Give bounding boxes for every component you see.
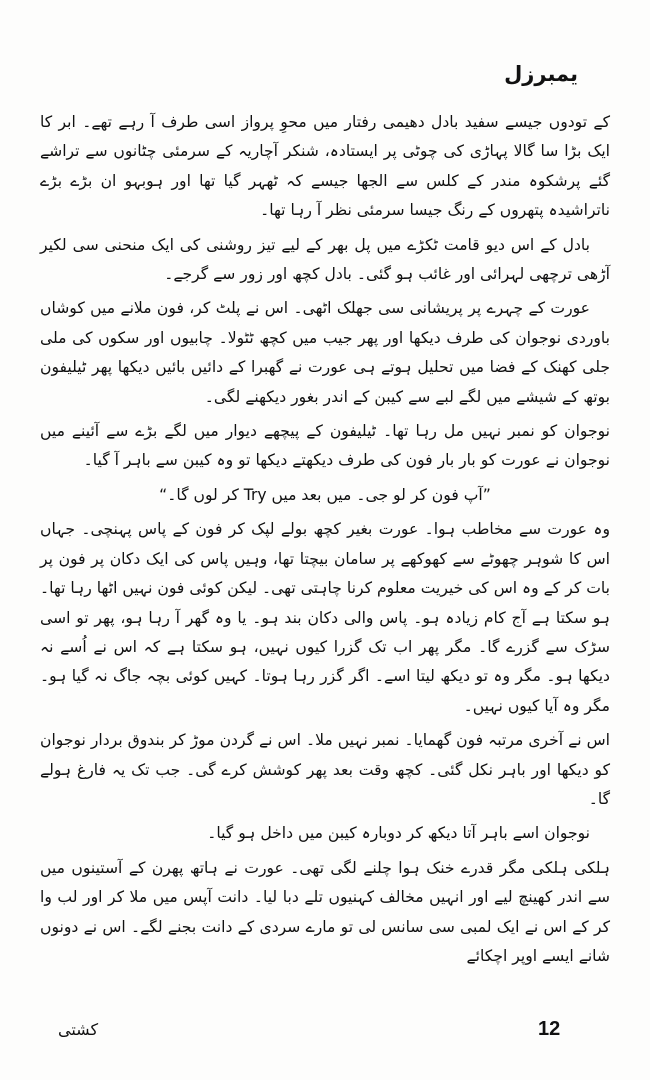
paragraph: وہ عورت سے مخاطب ہوا۔ عورت بغیر کچھ بولے لپک کر فون کے پاس پہنچی۔ جہاں اس کا شوہر چھوٹے سے کھوکھے پر سامان بیچتا تھا، وہیں پاس کی ایک دکان پر فون پر بات کر کے وہ اس کی خیریت معلوم کرنا چاہتی تھی۔ لیکن کوئی فون نہیں اٹھا رہا تھا۔ ہو سکتا ہے آج کام زیادہ ہو۔ پاس والی دکان بند ہو۔ یا وہ گھر آ رہا ہو، پھر تو اسی سڑک سے گزرے گا۔ مگر پھر اب تک گزرا کیوں نہیں، ہو سکتا ہے کہ اس نے اُسے نہ دیکھا ہو۔ مگر وہ تو دیکھ لیتا اسے۔ اگر گزر رہا ہوتا۔ کہیں کوئی بچہ جاگ نہ گیا ہو۔ مگر وہ آیا کیوں نہیں۔ [40, 520, 610, 715]
paragraph: ہلکی ہلکی مگر قدرے خنک ہوا چلنے لگی تھی۔ عورت نے ہاتھ پھرن کے آستینوں میں سے اندر کھینچ لیے اور انہیں مخالف کہنیوں تلے دبا لیا۔ دانت آپس میں ملا کر اور لب وا کر کے اس نے ایک لمبی سی سانس لی تو مارے سردی کے دانت بجنے لگے۔ اس نے دونوں شانے ایسے اوپر اچکائے [40, 858, 610, 965]
paragraph: بادل کے اس دیو قامت ٹکڑے میں پل بھر کے لیے تیز روشنی کی ایک منحنی سی لکیر آڑھی ترچھی لہرائی اور غائب ہو گئی۔ بادل کچھ اور زور سے گرجے۔ [40, 235, 610, 284]
magazine-name: کشتی [58, 1020, 99, 1039]
paragraph: عورت کے چہرے پر پریشانی سی جھلک اٹھی۔ اس نے پلٹ کر، فون ملانے میں کوشاں باوردی نوجوان کی طرف دیکھا اور پھر جیب میں کچھ ٹٹولا۔ چابیوں اور سکوں کی ملی جلی کھنک کے فضا میں تحلیل ہوتے ہی عورت نے گھبرا کے دائیں بائیں دیکھا پھر ٹیلیفون بوتھ کے شیشے میں لگے لبے سے کیبن کے اندر بغور دیکھنے لگی۔ [40, 299, 610, 406]
paragraph: نوجوان اسے باہر آتا دیکھ کر دوبارہ کیبن میں داخل ہو گیا۔ [207, 824, 590, 843]
body-text [40, 108, 610, 976]
running-header-title: یمبرزل [504, 62, 578, 86]
paragraph: نوجوان کو نمبر نہیں مل رہا تھا۔ ٹیلیفون کے پیچھے دیوار میں لگے بڑے سے آئینے میں نوجوان نے عورت کو بار بار فون کی طرف دیکھتے دیکھا تو وہ کیبن سے باہر آ گیا۔ [40, 422, 610, 470]
dialogue-line: ”آپ فون کر لو جی۔ میں بعد میں Try کر لوں گا۔“ [159, 485, 491, 504]
paragraph: اس نے آخری مرتبہ فون گھمایا۔ نمبر نہیں ملا۔ اس نے گردن موڑ کر بندوق بردار نوجوان کو دیکھا اور باہر نکل گئی۔ کچھ وقت بعد پھر کوشش کرے گی۔ جب تک یہ فارغ ہولے گا۔ [40, 731, 610, 808]
paragraph: کے تودوں جیسے سفید بادل دھیمی رفتار میں محوِ پرواز اسی طرف آ رہے تھے۔ ابر کا ایک بڑا سا گالا پہاڑی کی چوٹی پر ایستادہ، شنکر آچاریہ کے سرمئی چٹانوں سے تراشے گئے پرشکوہ مندر کے کلس سے الجھا جیسے کہ ٹھہر گیا تھا اور ہوبہو ان بڑے بڑے ناتراشیدہ پتھروں کے رنگ جیسا سرمئی نظر آ رہا تھا۔ [40, 113, 610, 220]
page-number: 12 [538, 1018, 561, 1040]
